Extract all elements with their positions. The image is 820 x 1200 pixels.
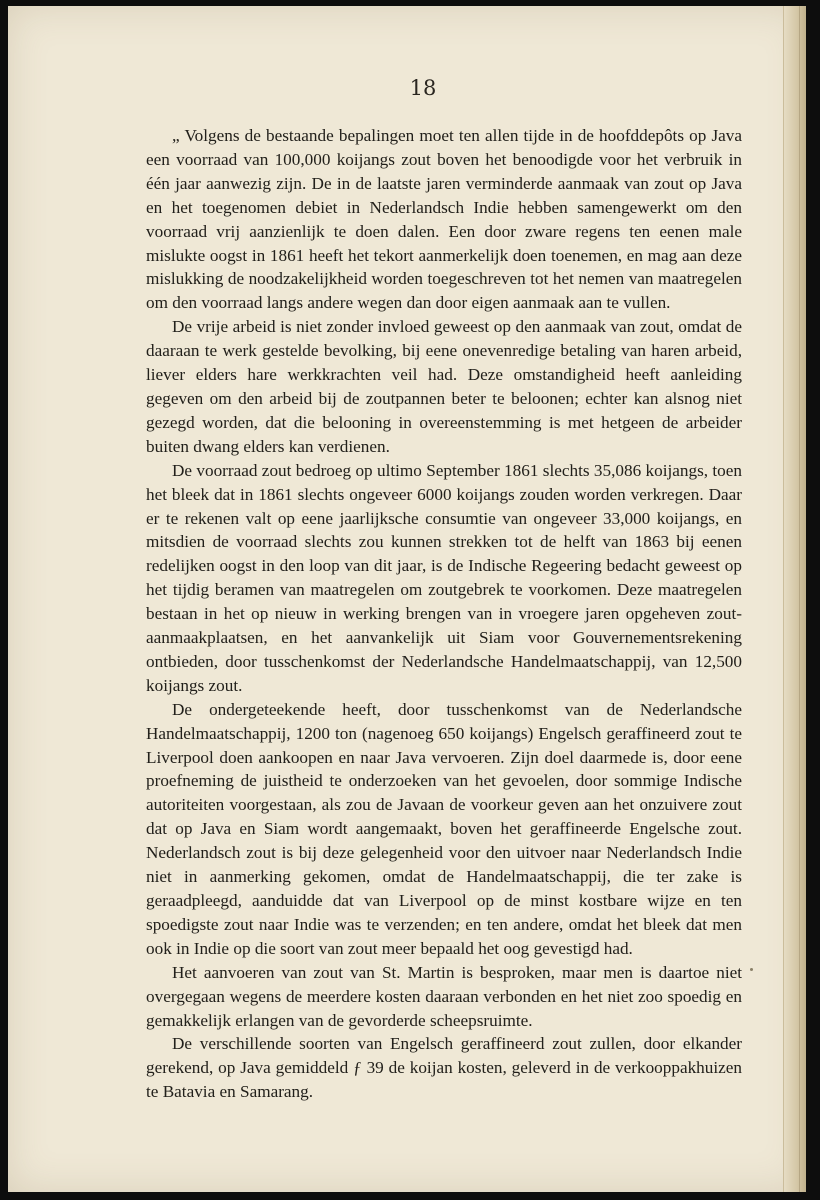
paragraph: De ondergeteekende heeft, door tusschenkomst van de Nederlandsche Handelmaatschappij, 1200 ton (nagenoeg 650 koijangs) Engelsch geraffineerd zout te Liverpool doen aankoopen en naar Java vervoeren. Zijn doel daarmede is, door eene proefneming de juistheid te onderzoeken van het gevoelen, door sommige Indische autoriteiten voorgestaan, als zou de Javaan de voorkeur geven aan het onzuivere zout dat op Java en Siam wordt aangemaakt, boven het geraffineerde Engelsche zout. Nederlandsch zout is bij deze gelegenheid voor den uitvoer naar Nederlandsch Indie niet in aanmerking gekomen, omdat de Handelmaatschappij, die ter zake is geraadpleegd, aanduidde dat van Liverpool op de minst kostbare wijze en ten spoedigste zout naar Indie was te verzenden; en ten andere, omdat het bleek dat men ook in Indie op die soort van zout meer bepaald het oog gevestigd had. bbox=[146, 699, 742, 958]
paragraph: „ Volgens de bestaande bepalingen moet ten allen tijde in de hoofddepôts op Java een voorraad van 100,000 koijangs zout boven het benoodigde voor het verbruik in één jaar aanwezig zijn. De in de laatste jaren verminderde aanmaak van zout op Java en het toegenomen debiet in Nederlandsch Indie hebben samengewerkt om den voorraad vrij aanzienlijk te doen dalen. Een door zware regens ten eenen male mislukte oogst in 1861 heeft het tekort aanmerkelijk doen toenemen, en mag aan deze mislukking de noodzakelijkheid worden toegeschreven tot het nemen van maatregelen om den voorraad langs andere wegen dan door eigen aanmaak aan te vullen. bbox=[146, 126, 742, 313]
paper-speck bbox=[750, 968, 753, 971]
document-page bbox=[8, 6, 806, 1192]
paragraph: Het aanvoeren van zout van St. Martin is besproken, maar men is daartoe niet overgegaan wegens de meerdere kosten daaraan verbonden en het niet zoo spoedig en gemakkelijk erlangen van de gevorderde scheepsruimte. bbox=[146, 962, 742, 1030]
page-number: 18 bbox=[409, 76, 437, 100]
paragraph: De voorraad zout bedroeg op ultimo September 1861 slechts 35,086 koijangs, toen het bleek dat in 1861 slechts ongeveer 6000 koijangs zouden worden verkregen. Daar er te rekenen valt op eene jaarlijksche consumtie van ongeveer 33,000 koijangs, en mitsdien de voorraad slechts zou kunnen strekken tot de helft van 1863 bij eenen redelijken oogst in den loop van dit jaar, is de Indische Regeering bedacht geweest op het tijdig beramen van maatregelen om zoutgebrek te voorkomen. Deze maatregelen bestaan in het op nieuw in werking brengen van in vroegere jaren opgeheven zout-aanmaakplaatsen, en het aanvankelijk uit Siam voor Gouvernementsrekening ontbieden, door tusschenkomst der Nederlandsche Handelmaatschappij, van 12,500 koijangs zout. bbox=[146, 460, 742, 695]
page-spine-edge bbox=[783, 6, 806, 1192]
body-text bbox=[146, 124, 742, 1104]
paragraph: De vrije arbeid is niet zonder invloed geweest op den aanmaak van zout, omdat de daaraan te werk gestelde bevolking, bij eene onevenredige betaling van haren arbeid, liever elders hare werkkrachten veil had. Deze omstandigheid heeft aanleiding gegeven om den arbeid bij de zoutpannen beter te beloonen; echter kan alsnog niet gezegd worden, dat die belooning in overeenstemming is met hetgeen de arbeider buiten dwang elders kan verdienen. bbox=[146, 317, 742, 456]
spine-line bbox=[799, 6, 800, 1192]
paragraph: De verschillende soorten van Engelsch geraffineerd zout zullen, door elkander gerekend, op Java gemiddeld ƒ 39 de koijan kosten, geleverd in de verkooppakhuizen te Batavia en Samarang. bbox=[146, 1034, 742, 1102]
